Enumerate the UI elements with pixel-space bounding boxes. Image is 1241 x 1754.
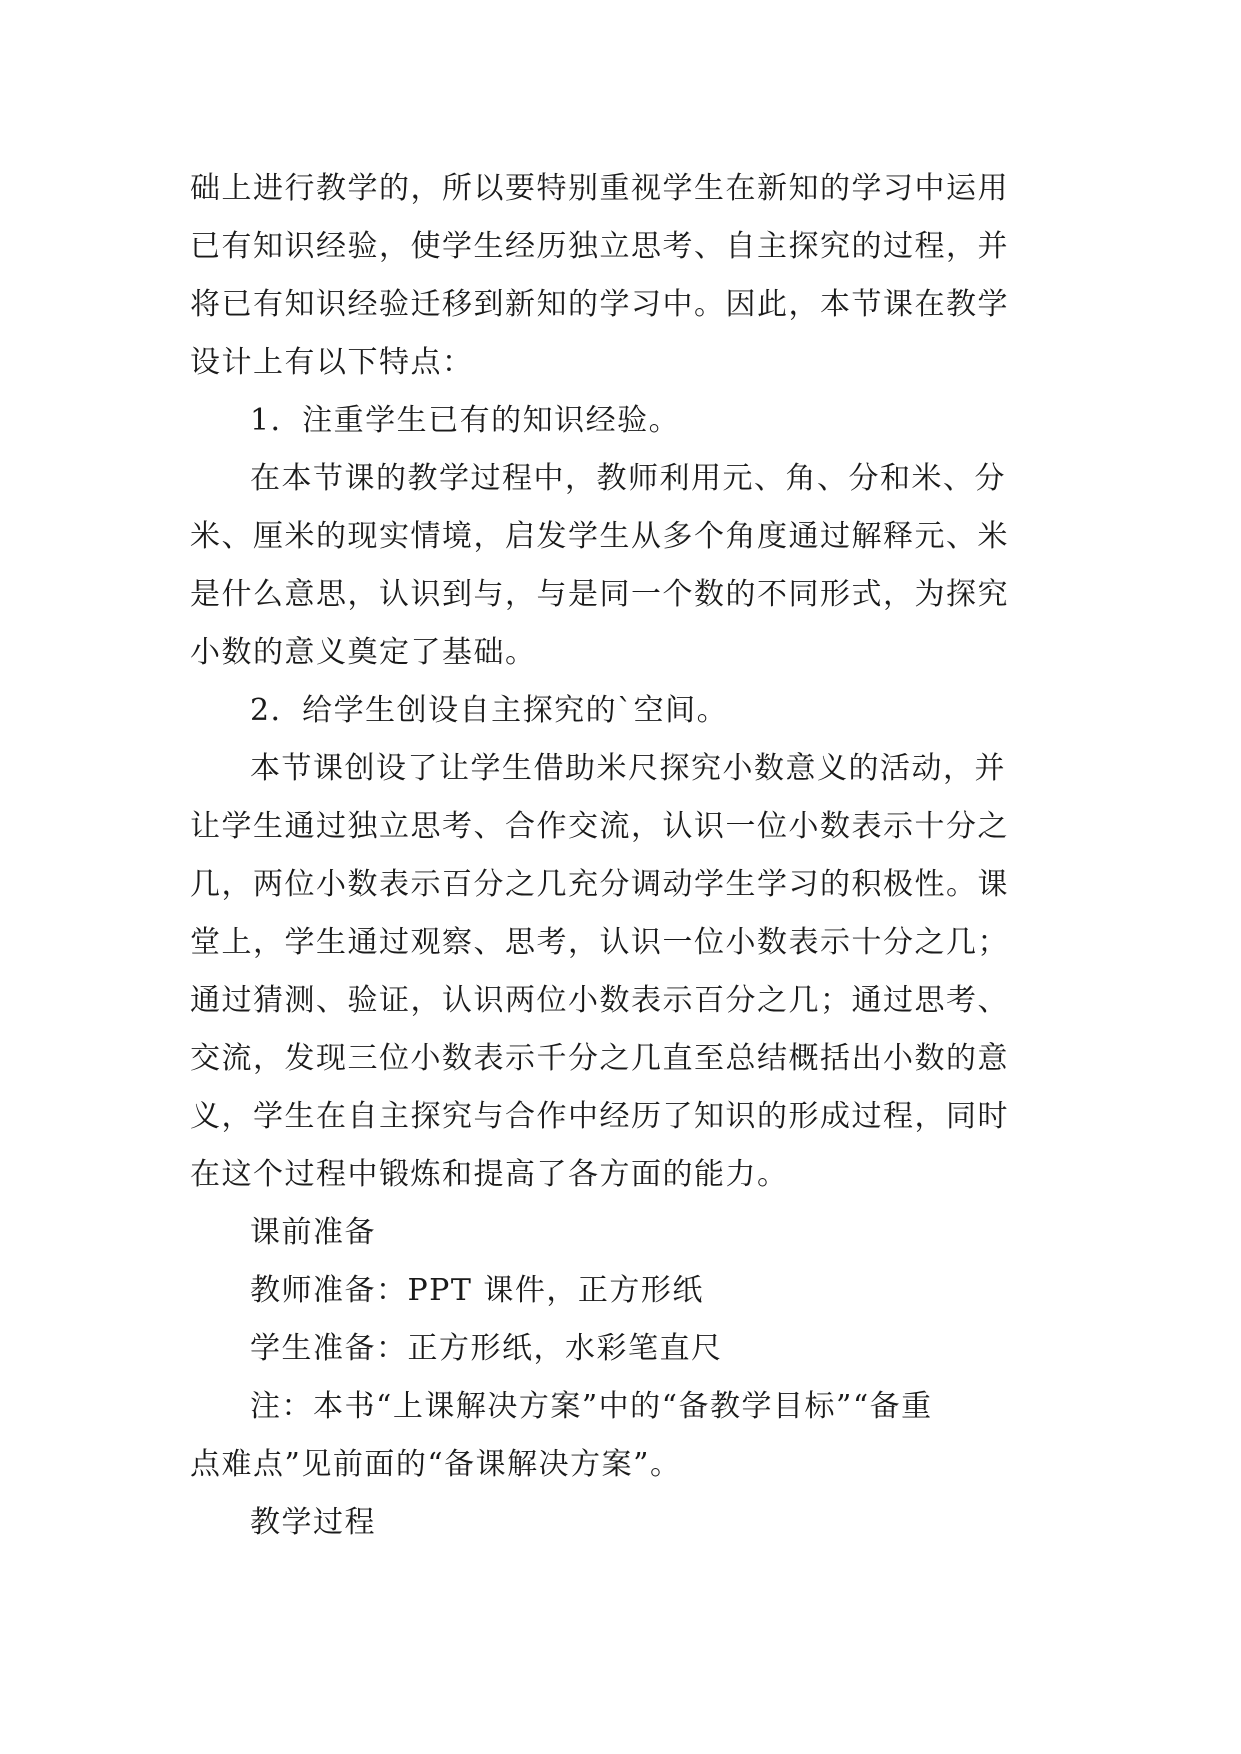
text-line: 小数的意义奠定了基础。 [190,635,537,670]
text-line: 堂上，学生通过观察、思考，认识一位小数表示十分之几； [190,925,1009,960]
text-line: 点难点”见前面的“备课解决方案”。 [190,1447,682,1482]
text-line: 让学生通过独立思考、合作交流，认识一位小数表示十分之 [190,809,1009,844]
text-line: 2．给学生创设自主探究的`空间。 [250,693,729,728]
text-line: 将已有知识经验迁移到新知的学习中。因此，本节课在教学 [190,287,1009,322]
text-line: 本节课创设了让学生借助米尺探究小数意义的活动，并 [250,751,1006,786]
text-line: 已有知识经验，使学生经历独立思考、自主探究的过程，并 [190,229,1009,264]
text-line: 注：本书“上课解决方案”中的“备教学目标”“备重 [250,1389,933,1424]
text-line: 础上进行教学的，所以要特别重视学生在新知的学习中运用 [190,171,1009,206]
text-line: 在这个过程中锻炼和提高了各方面的能力。 [190,1157,789,1192]
text-line: 教学过程 [250,1505,376,1540]
text-line: 1．注重学生已有的知识经验。 [250,403,681,438]
text-line: 学生准备：正方形纸，水彩笔直尺 [250,1331,723,1366]
text-line: 教师准备：PPT 课件，正方形纸 [250,1273,704,1308]
text-line: 米、厘米的现实情境，启发学生从多个角度通过解释元、米 [190,519,1009,554]
text-line: 课前准备 [250,1215,376,1250]
text-line: 设计上有以下特点： [190,345,474,380]
text-line: 几，两位小数表示百分之几充分调动学生学习的积极性。课 [190,867,1009,902]
text-line: 义，学生在自主探究与合作中经历了知识的形成过程，同时 [190,1099,1009,1134]
text-line: 通过猜测、验证，认识两位小数表示百分之几；通过思考、 [190,983,1009,1018]
document-body [190,160,1070,1552]
text-line: 是什么意思，认识到与，与是同一个数的不同形式，为探究 [190,577,1009,612]
text-line: 在本节课的教学过程中，教师利用元、角、分和米、分 [250,461,1006,496]
text-line: 交流，发现三位小数表示千分之几直至总结概括出小数的意 [190,1041,1009,1076]
